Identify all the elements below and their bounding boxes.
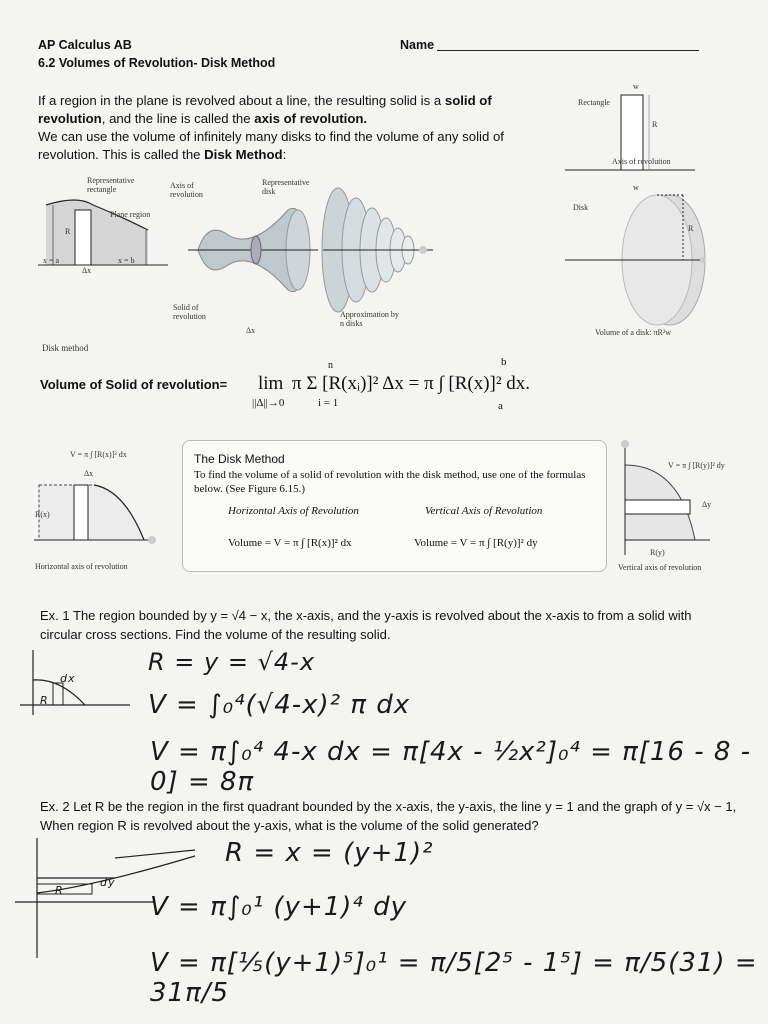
volume-label: Volume of Solid of revolution= [40, 377, 228, 392]
right-formula: V = π ∫ [R(y)]² dy [668, 461, 725, 470]
solid-rev-label: Solid of revolution [173, 303, 206, 321]
ex1-sketch [15, 650, 135, 720]
intro-paragraph: If a region in the plane is revolved about a line, the resulting solid is a solid of revolution, and the line is called the axis of revolution. We can use the volume of infinitely many disks to find the volume of any solid of revolution. This is called the Disk Method: [38, 93, 504, 162]
r-label: R [65, 227, 71, 236]
w-label-1: w [633, 82, 639, 91]
ex1-handwrite-2: V = ∫₀⁴(√4-x)² π dx [148, 690, 411, 720]
right-dy: Δy [702, 500, 712, 509]
vertical-axis-figure [620, 440, 740, 565]
ex2-R: R [55, 884, 64, 897]
left-dx: Δx [84, 469, 94, 478]
formula-i1: i = 1 [318, 397, 339, 409]
ex2-dy: dy [100, 876, 116, 889]
formula-lim: lim [258, 373, 284, 394]
disk-method-caption: Disk method [42, 343, 89, 353]
r-label-1: R [652, 120, 658, 129]
right-Ry: R(y) [650, 548, 665, 557]
formula-body: π Σ [R(xᵢ)]² Δx = π ∫ [R(x)]² dx. [292, 373, 531, 394]
xb-label: x = b [118, 256, 135, 265]
left-caption: Horizontal axis of revolution [35, 562, 128, 571]
ex1-text: Ex. 1 The region bounded by y = √4 − x, the x-axis, and the y-axis is revolved about the x-axis to from a solid with circular cross sections. Find the volume of the resulting solid. [40, 608, 692, 642]
formula-b: b [501, 356, 507, 368]
xa-label: x = a [43, 256, 60, 265]
left-formula: V = π ∫ [R(x)]² dx [70, 450, 127, 459]
dx-label: Δx [82, 266, 92, 275]
horiz-formula: Volume = V = π ∫ [R(x)]² dx [228, 537, 352, 549]
disk-figure [565, 80, 715, 350]
ex2-handwrite-2: V = π∫₀¹ (y+1)⁴ dy [150, 892, 407, 922]
ex2-sketch [15, 838, 155, 958]
disk-box-text: To find the volume of a solid of revolution with the disk method, use one of the formulas below. (See Figure 6.15.) [194, 469, 586, 495]
ex1-handwrite-3: V = π∫₀⁴ 4-x dx = π[4x - ½x²]₀⁴ = π[16 - 8 - 0] = 8π [150, 737, 752, 797]
r-label-2: R [688, 224, 694, 233]
dx-label-2: Δx [246, 326, 256, 335]
formula-n: n [328, 360, 333, 371]
name-line [437, 50, 699, 51]
ex1-handwrite-1: R = y = √4-x [148, 648, 316, 676]
rep-rect-label: Representative rectangle [87, 176, 135, 194]
rep-disk-label: Representative disk [262, 178, 310, 196]
rectangle-label: Rectangle [578, 98, 610, 107]
ex2-text: Ex. 2 Let R be the region in the first quadrant bounded by the x-axis, the y-axis, the line y = 1 and the graph of y = √x − 1, When region R is revolved about the y-axis, what is the volume of the solid generated? [40, 799, 737, 833]
course-title: AP Calculus AB [38, 38, 132, 52]
disk-label: Disk [573, 203, 589, 212]
ex2-handwrite-3: V = π[⅕(y+1)⁵]₀¹ = π/5[2⁵ - 1⁵] = π/5(31) = 31π/5 [150, 948, 758, 1008]
ex2-handwrite-1: R = x = (y+1)² [225, 838, 434, 868]
formula-a: a [498, 400, 503, 412]
disk-volume-caption: Volume of a disk: πR²w [595, 328, 672, 337]
plane-region-label: Plane region [110, 210, 151, 219]
axis-label-2: Axis of revolution [612, 157, 671, 166]
right-caption: Vertical axis of revolution [618, 563, 702, 572]
disk-box-title: The Disk Method [194, 452, 285, 466]
formula-sub: ||Δ||→0 [252, 397, 285, 409]
ex1-R: R [40, 694, 49, 707]
vert-title: Vertical Axis of Revolution [425, 505, 543, 517]
vert-formula: Volume = V = π ∫ [R(y)]² dy [414, 537, 538, 549]
axis-rev-label: Axis of revolution [170, 181, 203, 199]
name-label: Name [400, 38, 435, 52]
horizontal-axis-figure [34, 445, 164, 565]
ex1-dx: dx [60, 672, 76, 685]
horiz-title: Horizontal Axis of Revolution [228, 505, 359, 517]
approx-label: Approximation by n disks [340, 310, 399, 328]
w-label-2: w [633, 183, 639, 192]
left-Rx: R(x) [35, 510, 50, 519]
section-title: 6.2 Volumes of Revolution- Disk Method [38, 56, 276, 70]
